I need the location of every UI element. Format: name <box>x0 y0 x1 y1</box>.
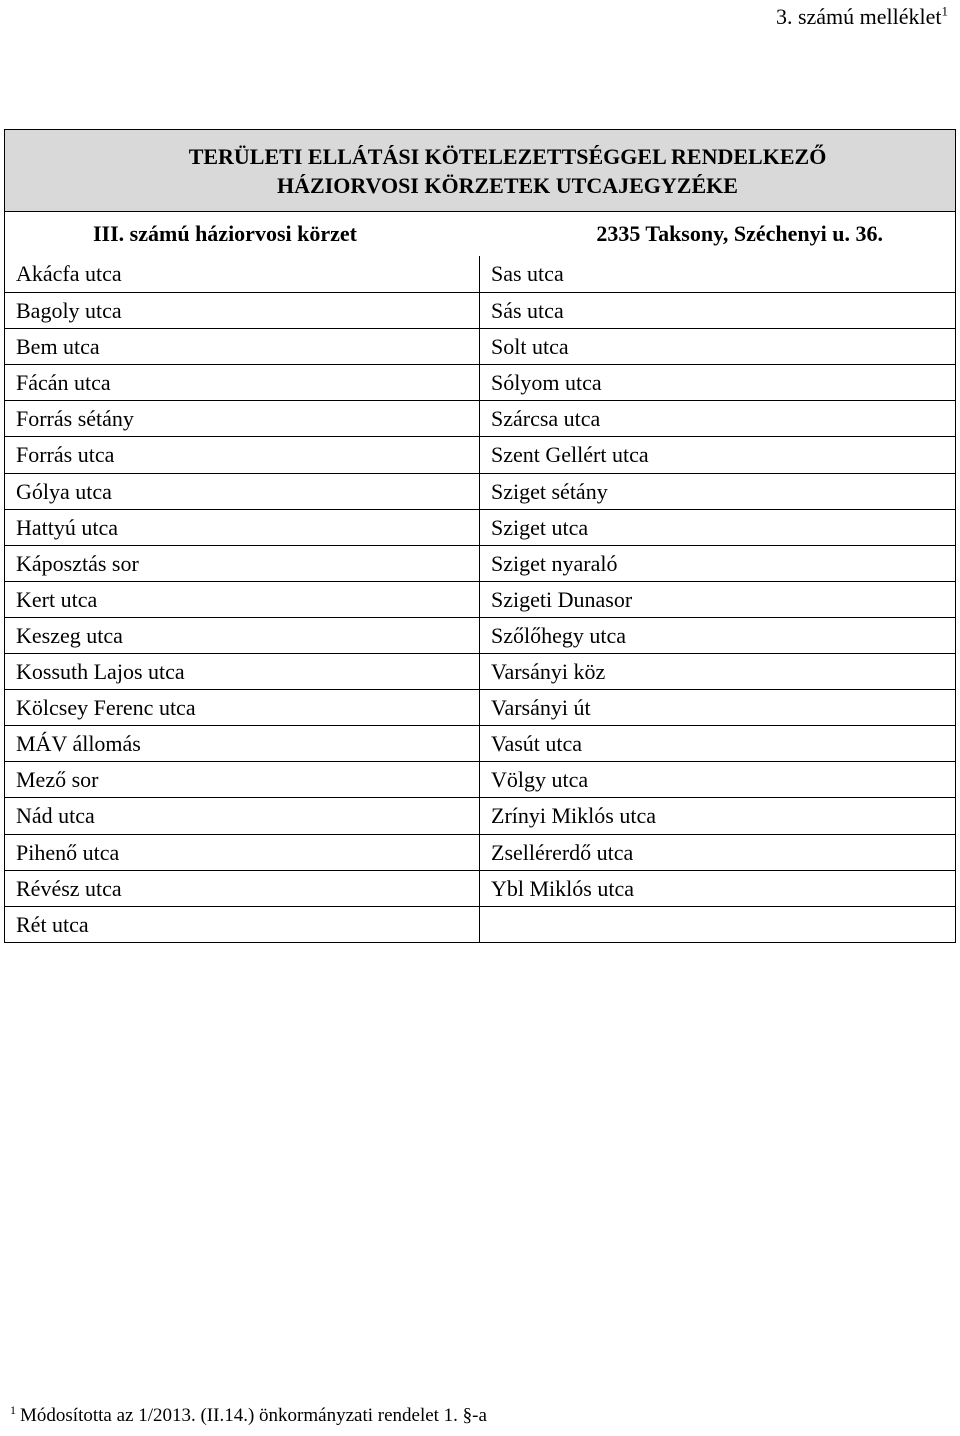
street-cell: MÁV állomás <box>5 725 479 761</box>
street-cell: Bem utca <box>5 328 479 364</box>
street-cell: Akácfa utca <box>16 261 122 286</box>
street-cell: Forrás sétány <box>5 400 479 436</box>
street-cell: Sólyom utca <box>480 364 955 400</box>
street-cell: Sziget nyaraló <box>480 545 955 581</box>
footnote-text: Módosította az 1/2013. (II.14.) önkormányzati rendelet 1. §-a <box>20 1405 487 1426</box>
street-cell: Kossuth Lajos utca <box>5 653 479 689</box>
street-cell: Rét utca <box>5 906 479 942</box>
district-header <box>5 212 955 256</box>
street-cell: Fácán utca <box>5 364 479 400</box>
street-cell: Forrás utca <box>5 436 479 472</box>
footnote-mark: 1 <box>10 1402 16 1417</box>
street-cell: Sas utca <box>491 261 564 286</box>
street-cell: Vasút utca <box>480 725 955 761</box>
street-cell: Zrínyi Miklós utca <box>480 797 955 833</box>
street-cell: Zsellérerdő utca <box>480 834 955 870</box>
annex-label-text: 3. számú melléklet <box>775 4 942 29</box>
street-cell: Hattyú utca <box>5 509 479 545</box>
street-cell: Szent Gellért utca <box>480 436 955 472</box>
street-columns <box>5 256 955 942</box>
table-title <box>5 130 955 212</box>
district-address: 2335 Taksony, Széchenyi u. 36. <box>596 221 883 246</box>
street-cell: Kert utca <box>5 581 479 617</box>
street-cell: Solt utca <box>480 328 955 364</box>
street-cell: Kölcsey Ferenc utca <box>5 689 479 725</box>
street-cell: Varsányi köz <box>480 653 955 689</box>
street-column-left <box>5 256 480 942</box>
street-cell: Ybl Miklós utca <box>480 870 955 906</box>
footnote <box>10 1404 487 1428</box>
table-title-line-2: HÁZIORVOSI KÖRZETEK UTCAJEGYZÉKE <box>277 172 738 198</box>
street-cell: Káposztás sor <box>5 545 479 581</box>
street-cell: Keszeg utca <box>5 617 479 653</box>
table-title-line-1: TERÜLETI ELLÁTÁSI KÖTELEZETTSÉGGEL RENDELKEZŐ <box>188 143 827 169</box>
street-cell: Sziget sétány <box>480 473 955 509</box>
street-cell: Sás utca <box>480 292 955 328</box>
street-cell: Révész utca <box>5 870 479 906</box>
district-name: III. számú háziorvosi körzet <box>93 221 357 246</box>
street-cell: Szigeti Dunasor <box>480 581 955 617</box>
street-cell: Pihenő utca <box>5 834 479 870</box>
annex-label <box>776 3 948 31</box>
street-cell: Szőlőhegy utca <box>480 617 955 653</box>
street-cell: Mező sor <box>5 761 479 797</box>
street-cell <box>480 906 955 942</box>
street-column-right <box>480 256 955 942</box>
street-cell: Sziget utca <box>480 509 955 545</box>
street-cell: Szárcsa utca <box>480 400 955 436</box>
street-cell: Varsányi út <box>480 689 955 725</box>
street-cell: Völgy utca <box>480 761 955 797</box>
street-cell: Nád utca <box>5 797 479 833</box>
street-list-table <box>4 129 956 943</box>
annex-footnote-mark: 1 <box>941 3 948 19</box>
street-cell: Bagoly utca <box>5 292 479 328</box>
street-cell: Gólya utca <box>5 473 479 509</box>
